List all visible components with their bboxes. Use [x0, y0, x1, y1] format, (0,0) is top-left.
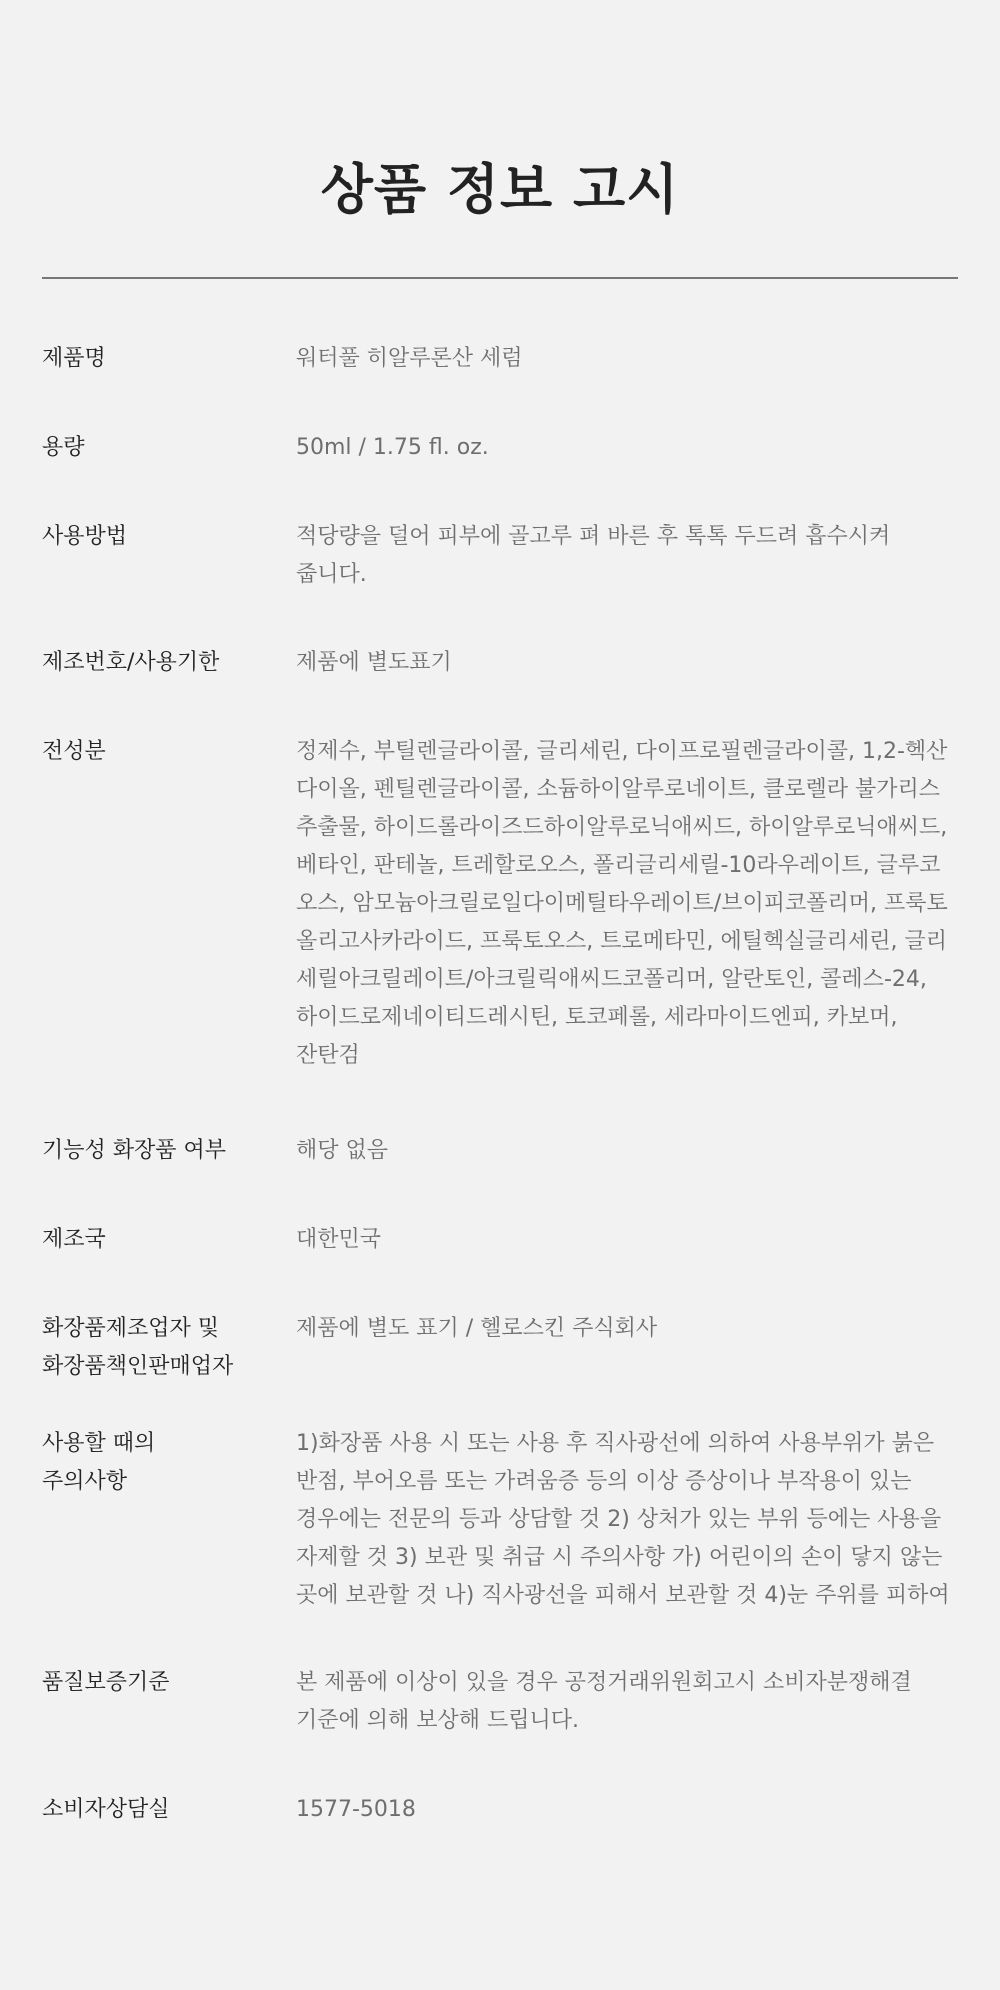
info-label: 제품명 [42, 346, 106, 371]
info-label: 기능성 화장품 여부 [42, 1138, 227, 1163]
info-label: 사용방법 [42, 524, 128, 549]
page-title: 상품 정보 고시 [320, 158, 680, 221]
info-label: 제조국 [42, 1227, 106, 1252]
info-value: 제품에 별도표기 [296, 650, 452, 675]
info-label: 사용할 때의 주의사항 [42, 1431, 156, 1494]
info-label: 소비자상담실 [42, 1797, 170, 1822]
title-divider [42, 277, 958, 279]
info-value: 1)화장품 사용 시 또는 사용 후 직사광선에 의하여 사용부위가 붉은 반점, 부어오름 또는 가려움증 등의 이상 증상이나 부작용이 있는 경우에는 전문의 등과 상담할 것 2) 상처가 있는 부위 등에는 사용을 자제할 것 3) 보관 및 취급 시 주의사항 가) 어린이의 손이 닿지 않는 곳에 보관할 것 나) 직사광선을 피해서 보관할 것 4)눈 주위를 피하여 [296, 1431, 950, 1608]
info-value: 대한민국 [296, 1227, 382, 1252]
info-value: 50ml / 1.75 fl. oz. [296, 435, 489, 460]
info-value: 정제수, 부틸렌글라이콜, 글리세린, 다이프로필렌글라이콜, 1,2-헥산 다이올, 펜틸렌글라이콜, 소듐하이알루로네이트, 클로렐라 불가리스 추출물, 하이드롤라이즈드하이알루로닉애씨드, 하이알루로닉애씨드, 베타인, 판테놀, 트레할로오스, 폴리글리세릴-10라우레이트, 글루코 오스, 암모늄아크릴로일다이메틸타우레이트/브이피코폴리머, 프룩토 올리고사카라이드, 프룩토오스, 트로메타민, 에틸헥실글리세린, 글리 세릴아크릴레이트/아크릴릭애씨드코폴리머, 알란토인, 콜레스-24, 하이드로제네이티드레시틴, 토코페롤, 세라마이드엔피, 카보머, 잔탄검 [296, 739, 948, 1068]
info-label: 전성분 [42, 739, 106, 764]
info-value: 제품에 별도 표기 / 헬로스킨 주식회사 [296, 1316, 658, 1341]
info-label: 제조번호/사용기한 [42, 650, 220, 675]
info-value: 1577-5018 [296, 1797, 416, 1822]
info-label: 용량 [42, 435, 85, 460]
info-value: 워터풀 히알루론산 세럼 [296, 346, 523, 371]
info-value: 적당량을 덜어 피부에 골고루 펴 바른 후 톡톡 두드려 흡수시켜 줍니다. [296, 524, 891, 587]
info-value: 해당 없음 [296, 1138, 389, 1163]
info-value: 본 제품에 이상이 있을 경우 공정거래위원회고시 소비자분쟁해결 기준에 의해 보상해 드립니다. [296, 1670, 912, 1733]
info-label: 화장품제조업자 및 화장품책인판매업자 [42, 1316, 234, 1379]
info-label: 품질보증기준 [42, 1670, 170, 1695]
